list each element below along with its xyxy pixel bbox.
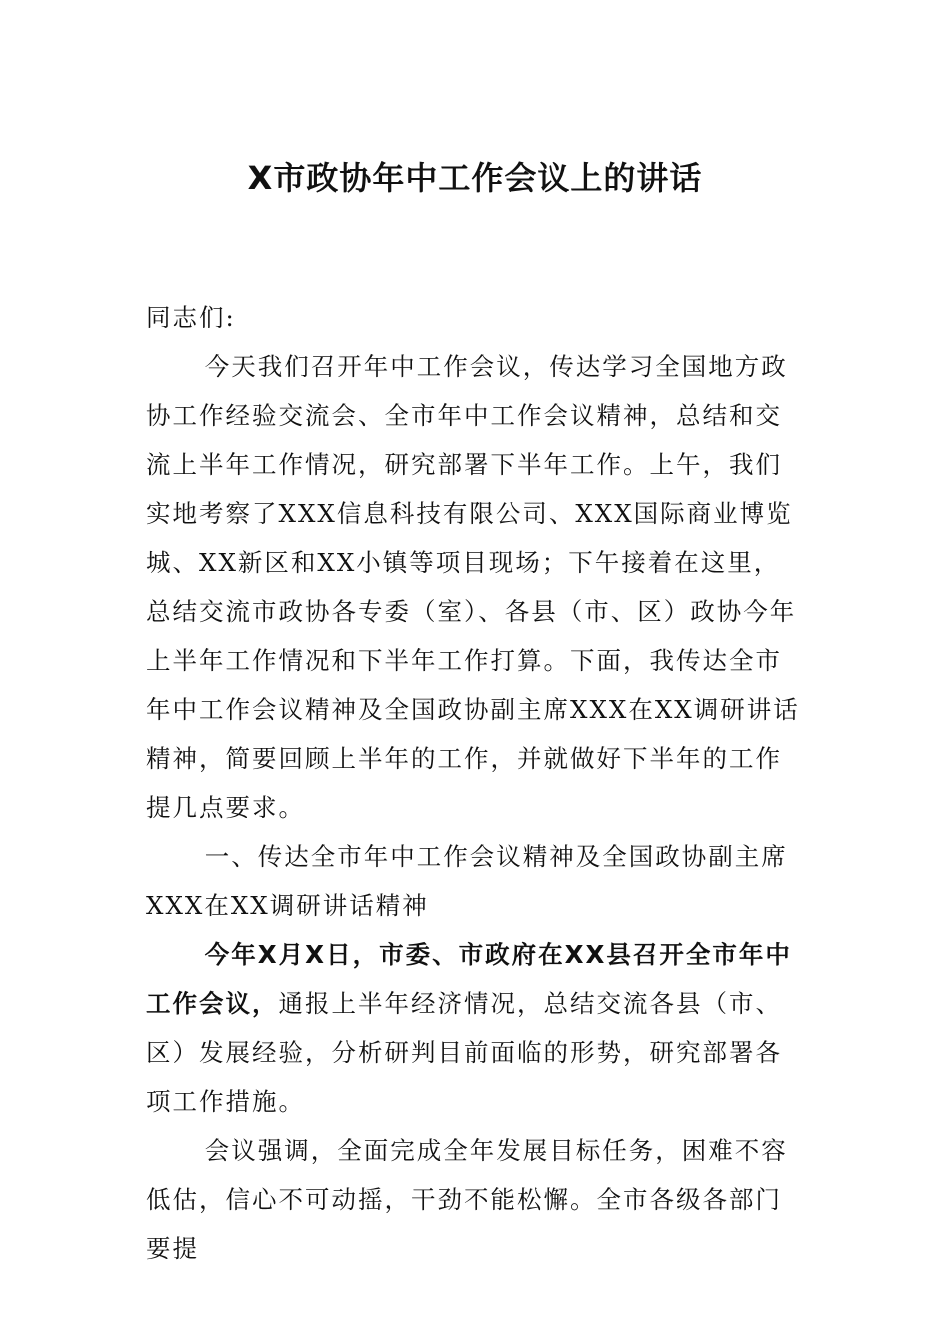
section-heading-1: 一、传达全市年中工作会议精神及全国政协副主席XXX在XX调研讲话精神 bbox=[146, 842, 788, 920]
document-title: X市政协年中工作会议上的讲话 bbox=[247, 159, 703, 197]
paragraph-intro: 今天我们召开年中工作会议，传达学习全国地方政协工作经验交流会、全市年中工作会议精神，总结和交流上半年工作情况，研究部署下半年工作。上午，我们实地考察了XXX信息科技有限公司、XXX国际商业博览城、XX新区和XX小镇等项目现场；下午接着在这里，总结交流市政协各专委（室）、各县（市、区）政协今年上半年工作情况和下半年工作打算。下面，我传达全市年中工作会议精神及全国政协副主席XXX在XX调研讲话精神，简要回顾上半年的工作，并就做好下半年的工作提几点要求。 bbox=[146, 352, 800, 822]
bold-lead-text: 今年X月X日，市委、市政府在XX县召开全市年中工作会议， bbox=[146, 940, 792, 1018]
salutation: 同志们: bbox=[146, 303, 236, 332]
document-body bbox=[146, 293, 806, 1273]
paragraph-meeting bbox=[146, 930, 806, 1126]
meeting-text: 通报上半年经济情况，总结交流各县（市、区）发展经验，分析研判目前面临的形势，研究部署各项工作措施。 bbox=[146, 989, 782, 1116]
paragraph-emphasis: 会议强调，全面完成全年发展目标任务，困难不容低估，信心不可动摇，干劲不能松懈。全市各级各部门要提 bbox=[146, 1136, 788, 1263]
